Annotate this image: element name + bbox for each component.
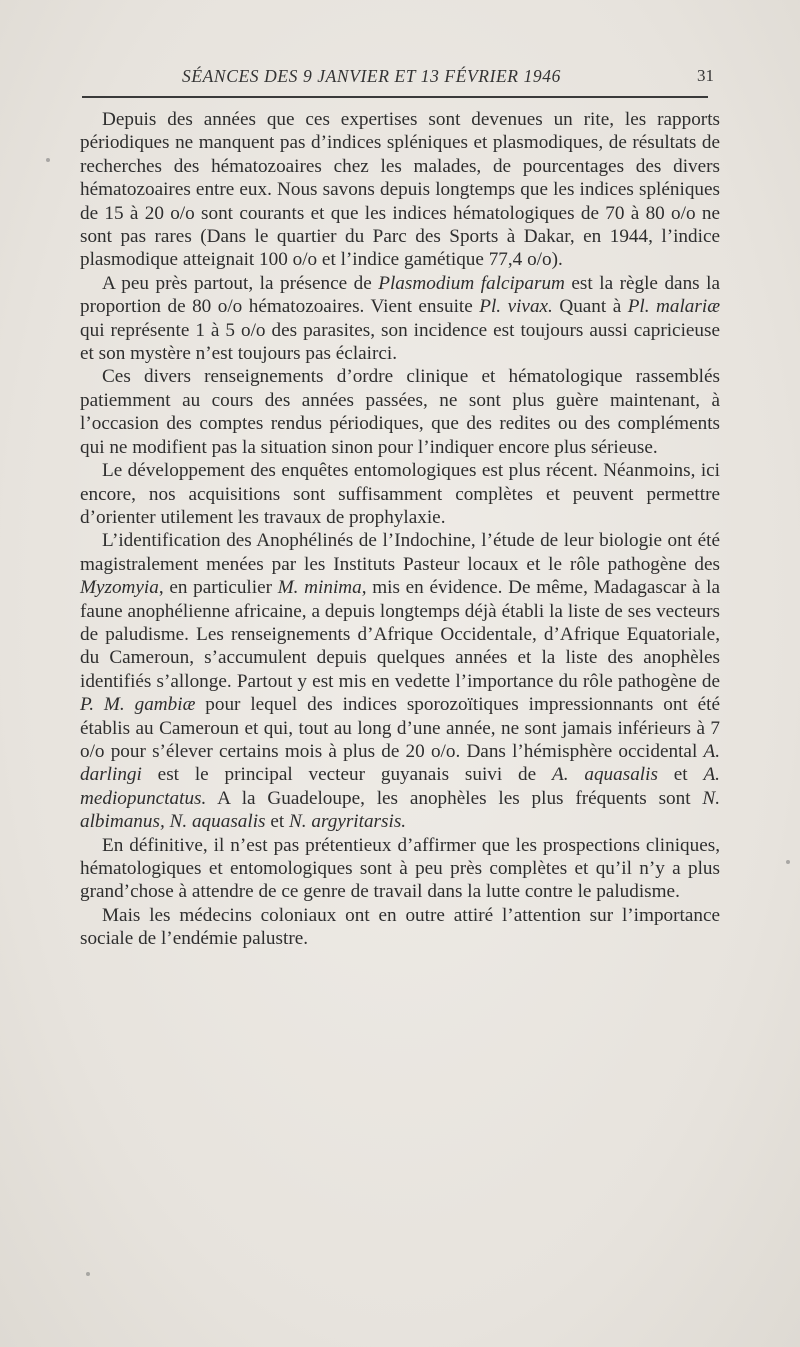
paper-speck bbox=[86, 1272, 90, 1276]
body-paragraph bbox=[80, 904, 720, 951]
italic-run: Myzomyia bbox=[80, 577, 159, 599]
body-paragraph bbox=[80, 365, 720, 459]
header-rule bbox=[82, 96, 708, 98]
text-run: A peu près partout, la présence de bbox=[102, 272, 379, 294]
text-run: qui représente 1 à 5 o/o des parasites, son incidence est toujours aussi capricieuse et son mystère n’est toujours pas éclairci. bbox=[80, 319, 720, 365]
italic-run: N. argyritarsis. bbox=[288, 811, 407, 833]
italic-run: Pl. vivax. bbox=[479, 296, 553, 318]
text-run: pour lequel des indices sporozoïtiques impressionnants ont été établis au Cameroun et qui, tout au long d’une année, ne sont jamais inférieurs à 7 o/o pour s’élever certains mois à plus de 20 o/o. Dans l’hémisphère occidental bbox=[80, 694, 720, 762]
italic-run: N. albimanus, bbox=[80, 787, 720, 833]
body-paragraph bbox=[80, 529, 720, 833]
running-title: SÉANCES DES 9 JANVIER ET 13 FÉVRIER 1946 bbox=[182, 66, 561, 86]
text-run: , mis en évidence. De même, Madagascar à la faune anophélienne africaine, a depuis longtemps déjà établi la liste de ses vecteurs de paludisme. Les renseignements d’Afrique Occidentale, d’Afrique Equatoriale, du Cameroun, s’accumulent depuis quelques années et la liste des anophèles identifiés s’allonge. Partout y est mis en vedette l’importance du rôle pathogène de bbox=[80, 577, 721, 692]
text-run: En définitive, il n’est pas prétentieux d’affirmer que les prospections cliniques, hématologiques et entomologiques sont à peu près complètes et qu’il n’y a plus grand’chose à attendre de ce genre de travail dans la lutte contre le paludisme. bbox=[80, 834, 720, 903]
body-paragraph bbox=[80, 108, 720, 272]
paper-speck bbox=[786, 860, 790, 864]
text-run: Ces divers renseignements d’ordre clinique et hématologique rassemblés patiemment au cours des années passées, ne sont plus guère maintenant, à l’occasion des comptes rendus périodiques, que des redites ou des compléments qui ne modifient pas la situation sinon pour l’indiquer encore plus sérieuse. bbox=[80, 366, 720, 458]
text-run: A la Guadeloupe, les anophèles les plus fréquents sont bbox=[206, 787, 703, 809]
italic-run: A. darlingi bbox=[80, 740, 720, 786]
body-paragraph bbox=[80, 834, 720, 904]
article-body bbox=[80, 108, 720, 951]
page-header bbox=[82, 62, 722, 92]
italic-run: A. mediopunctatus. bbox=[80, 764, 720, 809]
text-run: et bbox=[657, 764, 704, 786]
italic-run: A. aquasalis bbox=[552, 764, 658, 786]
italic-run: M. minima bbox=[277, 577, 362, 599]
text-run: , en particulier bbox=[158, 577, 278, 599]
italic-run: P. M. gambiæ bbox=[80, 694, 196, 716]
text-run: L’identification des Anophélinés de l’Indochine, l’étude de leur biologie ont été magistralement menées par les Instituts Pasteur locaux et le rôle pathogène des bbox=[80, 530, 720, 575]
page-number: 31 bbox=[697, 66, 714, 85]
italic-run: N. aquasalis bbox=[169, 811, 266, 833]
body-paragraph bbox=[80, 272, 720, 366]
body-paragraph bbox=[80, 459, 720, 529]
text-run: Quant à bbox=[552, 296, 628, 318]
text-run: est la règle dans la proportion de 80 o/o hématozoaires. Vient ensuite bbox=[80, 272, 720, 318]
text-run: Mais les médecins coloniaux ont en outre attiré l’attention sur l’importance sociale de l’endémie palustre. bbox=[80, 904, 720, 950]
text-run: est le principal vecteur guyanais suivi de bbox=[141, 764, 552, 786]
paper-speck bbox=[46, 158, 50, 162]
italic-run: Pl. malariæ bbox=[627, 296, 720, 318]
text-run: et bbox=[265, 811, 289, 833]
italic-run: Plasmodium falciparum bbox=[378, 272, 565, 294]
text-run: Depuis des années que ces expertises sont devenues un rite, les rapports périodiques ne manquent pas d’indices spléniques et plasmodiques, de résultats de recherches des hématozoaires chez les malades, de pourcentages des divers hématozoaires entre eux. Nous savons depuis longtemps que les indices spléniques de 15 à 20 o/o sont courants et que les indices hématologiques de 70 à 80 o/o ne sont pas rares (Dans le quartier du Parc des Sports à Dakar, en 1944, l’indice plasmodique atteignait 100 o/o et l’indice gamétique 77,4 o/o). bbox=[80, 109, 720, 271]
text-run: Le développement des enquêtes entomologiques est plus récent. Néanmoins, ici encore, nos acquisitions sont suffisamment complètes et peuvent permettre d’orienter utilement les travaux de prophylaxie. bbox=[80, 460, 720, 528]
